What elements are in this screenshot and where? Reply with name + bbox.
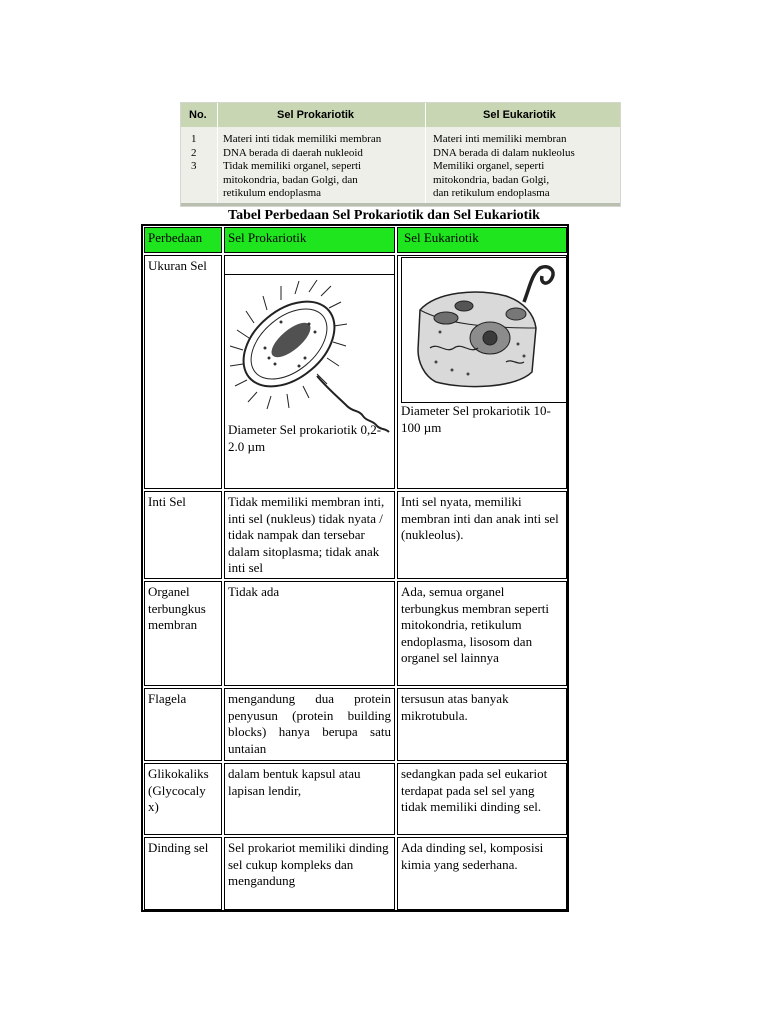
summary-line: mitokondria, badan Golgi,	[433, 173, 550, 186]
summary-header-no: No.	[189, 109, 207, 121]
cell-ukuran-prokariotik	[224, 255, 395, 489]
row-label-flagela: Flagela	[144, 688, 222, 761]
cell-glikokaliks-eukariotik: sedangkan pada sel eukariot terdapat pada sel sel yang tidak memiliki dinding sel.	[397, 763, 567, 835]
caption-prokariotik-size: Diameter Sel prokariotik 0,2-2.0 µm	[228, 422, 382, 454]
image-frame-top	[224, 255, 395, 275]
cell-ukuran-eukariotik	[397, 255, 567, 489]
cell-dinding-prokariotik: Sel prokariot memiliki dinding sel cukup kompleks dan mengandung	[224, 837, 395, 910]
row-label-dinding-sel: Dinding sel	[144, 837, 222, 910]
summary-table-header	[181, 103, 620, 127]
eukaryotic-cell-illustration-icon	[406, 262, 562, 398]
summary-header-eukariotik: Sel Eukariotik	[483, 109, 556, 121]
row-label-organel: Organel terbungkus membran	[144, 581, 222, 686]
row-number: 3	[191, 160, 197, 172]
table-caption: Tabel Perbedaan Sel Prokariotik dan Sel Eukariotik	[228, 208, 540, 223]
cell-inti-eukariotik: Inti sel nyata, memiliki membran inti dan anak inti sel (nukleolus).	[397, 491, 567, 579]
cell-organel-prokariotik: Tidak ada	[224, 581, 395, 686]
cell-inti-prokariotik: Tidak memiliki membran inti, inti sel (nukleus) tidak nyata / tidak nampak dan tersebar dalam sitoplasma; tidak anak inti sel	[224, 491, 395, 579]
cell-flagela-eukariotik: tersusun atas banyak mikrotubula.	[397, 688, 567, 761]
cell-dinding-eukariotik: Ada dinding sel, komposisi kimia yang sederhana.	[397, 837, 567, 910]
scan-edge	[181, 203, 620, 206]
header-eukariotik: Sel Eukariotik	[397, 227, 567, 253]
summary-line: DNA berada di dalam nukleolus	[433, 146, 575, 159]
summary-line: dan retikulum endoplasma	[433, 187, 550, 199]
summary-numbers	[191, 133, 197, 174]
column-divider	[425, 103, 426, 206]
row-number: 1	[191, 133, 197, 145]
row-label-inti-sel: Inti Sel	[144, 491, 222, 579]
column-divider	[217, 103, 218, 206]
summary-line: Materi inti tidak memiliki membran	[223, 133, 382, 145]
comparison-table	[141, 224, 569, 912]
summary-line: DNA berada di daerah nukleoid	[223, 146, 363, 159]
cell-organel-eukariotik: Ada, semua organel terbungkus membran seperti mitokondria, retikulum endoplasma, lisosom dan organel sel lainnya	[397, 581, 567, 686]
cell-glikokaliks-prokariotik: dalam bentuk kapsul atau lapisan lendir,	[224, 763, 395, 835]
summary-line: Materi inti memiliki membran	[433, 133, 567, 145]
caption-eukariotik-size: Diameter Sel prokariotik 10-100 µm	[401, 403, 551, 435]
header-perbedaan: Perbedaan	[144, 227, 222, 253]
row-label-ukuran-sel: Ukuran Sel	[144, 255, 222, 489]
summary-prokariotik-column	[223, 133, 381, 201]
summary-line: retikulum endoplasma	[223, 187, 322, 199]
cell-flagela-prokariotik: mengandung dua protein penyusun (protein building blocks) hanya berupa satu untaian	[224, 688, 395, 761]
row-number: 2	[191, 146, 197, 159]
summary-eukariotik-column	[433, 133, 575, 201]
header-prokariotik: Sel Prokariotik	[224, 227, 395, 253]
summary-line: Memiliki organel, seperti	[433, 160, 545, 172]
summary-line: Tidak memiliki organel, seperti	[223, 160, 362, 172]
row-label-glikokaliks: Glikokaliks (Glycocaly x)	[144, 763, 222, 835]
summary-line: mitokondria, badan Golgi, dan	[223, 173, 358, 186]
summary-header-prokariotik: Sel Prokariotik	[277, 109, 355, 121]
image-frame-eukaryote	[401, 257, 567, 403]
summary-table-image	[180, 102, 621, 207]
